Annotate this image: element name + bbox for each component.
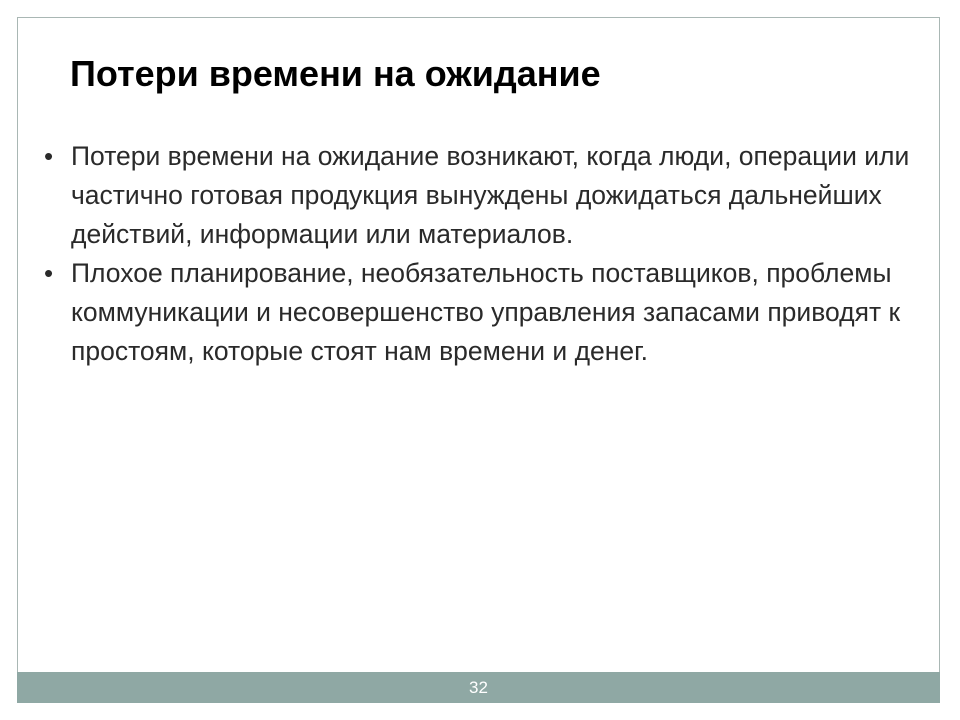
bullet-item <box>44 254 914 371</box>
bullet-list <box>44 137 914 371</box>
page-number: 32 <box>469 678 488 697</box>
footer-band <box>17 672 940 703</box>
bullet-text: Плохое планирование, необязательность поставщиков, проблемы коммуникации и несовершенство управления запасами приводят к простоям, которые стоят нам времени и денег. <box>71 258 901 366</box>
bullet-text: Потери времени на ожидание возникают, когда люди, операции или частично готовая продукция вынуждены дожидаться дальнейших действий, информации или материалов. <box>71 141 910 249</box>
bullet-item <box>44 137 914 254</box>
slide-title: Потери времени на ожидание <box>70 53 601 94</box>
bullet-icon: • <box>44 258 54 288</box>
bullet-icon: • <box>44 141 54 171</box>
